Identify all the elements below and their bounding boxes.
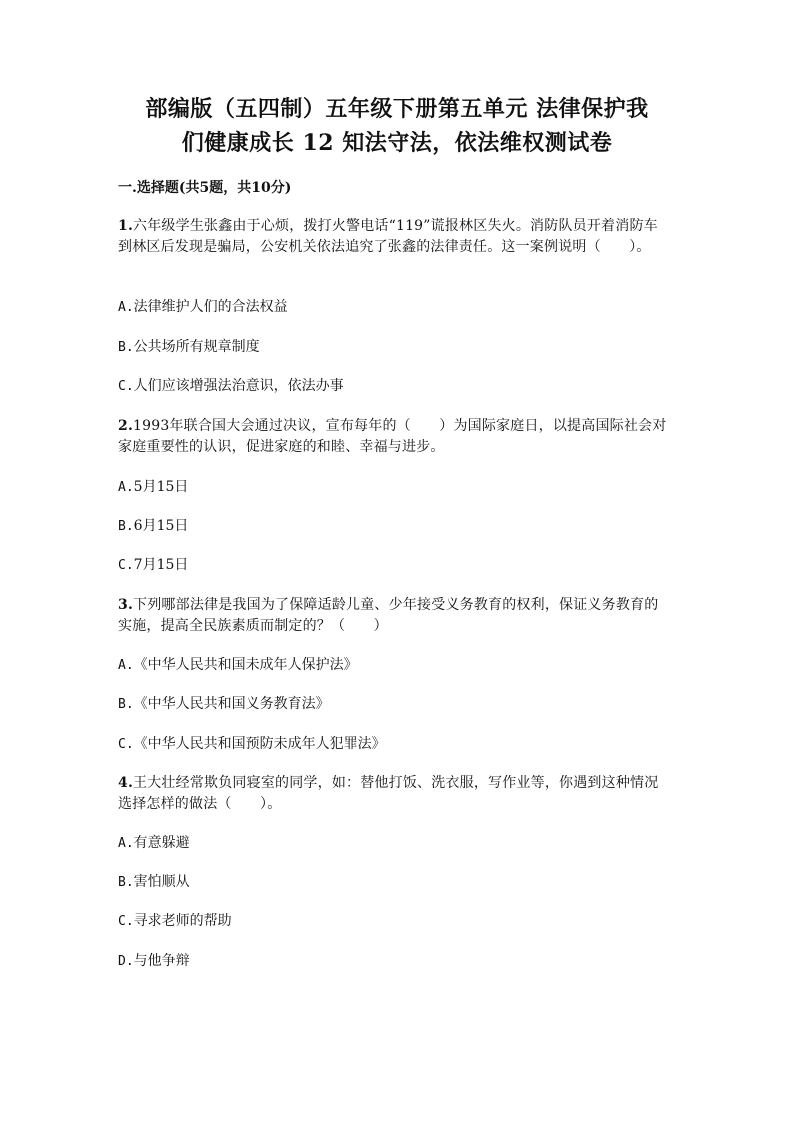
option-letter: D. (118, 954, 134, 969)
question-text: 下列哪部法律是我国为了保障适龄儿童、少年接受义务教育的权利，保证义务教育的实施，提高全民族素质而制定的？（ ） (118, 597, 659, 634)
option-letter: A. (118, 836, 134, 851)
option-2a (118, 477, 668, 498)
option-letter: B. (118, 875, 134, 890)
option-letter: B. (118, 340, 134, 355)
option-letter: C. (118, 737, 134, 752)
option-text: 《中华人民共和国未成年人保护法》 (133, 657, 358, 673)
question-text: 王大壮经常欺负同寝室的同学，如：替他打饭、洗衣服，写作业等，你遇到这种情况选择怎样的做法（ ）。 (118, 775, 659, 812)
option-text: 公共场所有规章制度 (133, 339, 260, 355)
option-letter: B. (118, 519, 134, 534)
question-number: 4. (118, 775, 134, 791)
option-2b (118, 516, 668, 537)
question-2 (118, 416, 668, 458)
option-letter: C. (118, 558, 134, 573)
option-text: 5月15日 (133, 479, 189, 495)
option-text: 与他争辩 (133, 953, 190, 969)
title-line-2: 们健康成长 12 知法守法，依法维权测试卷 (181, 130, 613, 156)
question-number: 2. (118, 418, 134, 434)
option-text: 《中华人民共和国预防未成年人犯罪法》 (133, 736, 386, 752)
option-text: 人们应该增强法治意识，依法办事 (133, 378, 344, 394)
option-4b (118, 872, 668, 893)
option-letter: A. (118, 300, 134, 315)
question-text: 六年级学生张鑫由于心烦，拨打火警电话“119”谎报林区失火。消防队员开着消防车到林区后发现是骗局，公安机关依法追究了张鑫的法律责任。这一案例说明（ ）。 (118, 218, 658, 255)
question-number: 3. (118, 597, 134, 613)
option-text: 6月15日 (133, 518, 189, 534)
question-4 (118, 773, 668, 815)
option-3a (118, 655, 668, 676)
option-4d (118, 951, 668, 972)
question-number: 1. (118, 218, 134, 234)
option-letter: A. (118, 480, 134, 495)
option-3b (118, 694, 668, 715)
option-text: 害怕顺从 (133, 874, 190, 890)
question-1 (118, 216, 668, 258)
question-3 (118, 595, 668, 637)
option-letter: A. (118, 658, 134, 673)
option-1a (118, 297, 668, 318)
page-title (100, 92, 694, 160)
option-1c (118, 376, 668, 397)
option-letter: C. (118, 914, 134, 929)
title-line-1: 部编版（五四制）五年级下册第五单元 法律保护我 (145, 96, 649, 122)
section-heading: 一.选择题(共5题，共10分) (118, 180, 292, 196)
option-text: 寻求老师的帮助 (133, 913, 232, 929)
option-4a (118, 833, 668, 854)
option-text: 7月15日 (133, 557, 189, 573)
option-3c (118, 734, 668, 755)
option-letter: C. (118, 379, 134, 394)
option-4c (118, 911, 668, 932)
option-letter: B. (118, 697, 134, 712)
question-text: 1993年联合国大会通过决议，宣布每年的（ ）为国际家庭日，以提高国际社会对家庭重要性的认识，促进家庭的和睦、幸福与进步。 (118, 418, 667, 455)
option-text: 《中华人民共和国义务教育法》 (133, 696, 330, 712)
option-2c (118, 555, 668, 576)
option-1b (118, 337, 668, 358)
option-text: 法律维护人们的合法权益 (133, 299, 288, 315)
option-text: 有意躲避 (133, 835, 190, 851)
